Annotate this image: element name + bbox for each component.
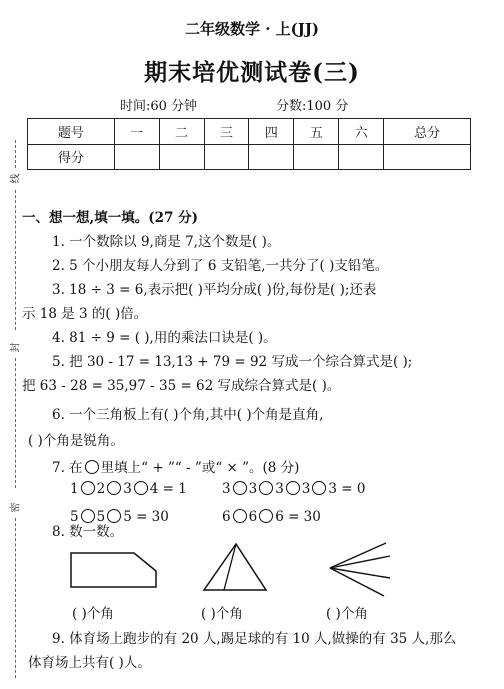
score-table-header-row xyxy=(28,119,471,145)
equation-number: 3 xyxy=(123,481,132,497)
spine-dash xyxy=(15,518,16,678)
equation-result: = 30 xyxy=(283,509,321,525)
equation-number: 1 xyxy=(70,481,79,497)
total-score: 分数:100 分 xyxy=(276,99,349,114)
question-3-line1: 3. 18 ÷ 3 = 6,表示把( )平均分成( )份,每份是( );还表 xyxy=(52,282,377,298)
equation-number: 3 xyxy=(222,481,231,497)
table-cell: 总分 xyxy=(384,119,471,145)
equation-result: = 30 xyxy=(131,509,169,525)
score-table-score-row xyxy=(28,144,471,170)
operator-blank[interactable] xyxy=(134,481,148,495)
question-5-line2: 把 63 - 28 = 35,97 - 35 = 62 写成综合算式是( )。 xyxy=(22,378,341,394)
equation-number: 3 xyxy=(248,481,258,497)
equation-number: 3 xyxy=(328,481,337,497)
page-title: 期末培优测试卷(三) xyxy=(144,59,360,86)
score-entry[interactable] xyxy=(204,144,249,170)
question-9-line2: 体育场上共有( )人。 xyxy=(28,655,151,671)
spine-dash xyxy=(15,140,16,168)
operator-blank[interactable] xyxy=(233,509,247,523)
score-entry[interactable] xyxy=(114,144,159,170)
spine-label-seal: 封 xyxy=(10,342,22,353)
operator-blank[interactable] xyxy=(259,509,273,523)
operator-blank[interactable] xyxy=(312,481,326,495)
question-7 xyxy=(52,456,299,476)
question-2: 2. 5 个小朋友每人分到了 6 支铅笔,一共分了( )支铅笔。 xyxy=(52,258,389,274)
equation-number: 6 xyxy=(222,509,231,525)
equation-number: 5 xyxy=(96,509,106,525)
question-3-line2: 示 18 是 3 的( )倍。 xyxy=(22,306,148,322)
equation-number: 5 xyxy=(70,509,79,525)
equation-number: 2 xyxy=(96,481,106,497)
equation-number: 4 xyxy=(149,481,159,497)
question-1: 1. 一个数除以 9,商是 7,这个数是( )。 xyxy=(52,234,281,250)
question-8: 8. 数一数。 xyxy=(52,524,124,540)
spine-dash xyxy=(15,358,16,488)
equation-number: 6 xyxy=(248,509,258,525)
question-9-line1: 9. 体育场上跑步的有 20 人,踢足球的有 10 人,做操的有 35 人,那么 xyxy=(52,631,457,647)
question-7-suffix: 里填上“ + ”“ - ”或“ × ”。(8 分) xyxy=(100,460,300,476)
equation-result: = 1 xyxy=(158,481,187,497)
table-cell: 得分 xyxy=(28,144,115,170)
triangle-figure xyxy=(200,543,270,593)
table-cell: 二 xyxy=(159,119,204,145)
equation-number: 5 xyxy=(123,509,132,525)
rays-angle-figure xyxy=(326,540,394,600)
angle-count-answer: ( )个角 xyxy=(201,606,243,622)
question-4: 4. 81 ÷ 9 = ( ),用的乘法口诀是( )。 xyxy=(52,330,277,346)
equation-1 xyxy=(70,481,187,497)
table-cell: 五 xyxy=(294,119,339,145)
spine-dash xyxy=(15,190,16,330)
score-entry[interactable] xyxy=(249,144,294,170)
binding-spine xyxy=(0,0,22,689)
equation-4 xyxy=(222,509,321,525)
score-entry[interactable] xyxy=(159,144,204,170)
question-7-prefix: 7. 在 xyxy=(52,460,83,476)
equation-2 xyxy=(222,481,365,497)
operator-blank[interactable] xyxy=(81,481,95,495)
question-6-line1: 6. 一个三角板上有( )个角,其中( )个角是直角, xyxy=(52,407,324,423)
equation-number: 6 xyxy=(275,509,284,525)
time-limit: 时间:60 分钟 xyxy=(120,99,198,114)
score-table xyxy=(27,118,471,170)
table-cell: 一 xyxy=(114,119,159,145)
operator-blank[interactable] xyxy=(233,481,247,495)
question-5-line1: 5. 把 30 - 17 = 13,13 + 79 = 92 写成一个综合算式是( ); xyxy=(52,354,413,370)
question-6-line2: ( )个角是锐角。 xyxy=(28,433,124,449)
operator-circle-icon xyxy=(85,460,99,474)
score-entry[interactable] xyxy=(294,144,339,170)
score-entry[interactable] xyxy=(339,144,384,170)
section-heading: 一、想一想,填一填。(27 分) xyxy=(22,210,198,226)
table-cell: 四 xyxy=(249,119,294,145)
equation-number: 3 xyxy=(275,481,284,497)
equation-result: = 0 xyxy=(336,481,366,497)
spine-label-line: 线 xyxy=(10,173,22,184)
equation-number: 3 xyxy=(301,481,311,497)
angle-count-answer: ( )个角 xyxy=(72,606,114,622)
table-cell: 三 xyxy=(204,119,249,145)
table-cell: 题号 xyxy=(28,119,115,145)
operator-blank[interactable] xyxy=(259,481,273,495)
spine-label-secret: 密 xyxy=(10,502,22,513)
angle-count-answer: ( )个角 xyxy=(326,606,368,622)
subject-label: 二年级数学 · 上(JJ) xyxy=(184,20,320,38)
operator-blank[interactable] xyxy=(107,481,121,495)
table-cell: 六 xyxy=(339,119,384,145)
score-entry[interactable] xyxy=(384,144,471,170)
operator-blank[interactable] xyxy=(286,481,300,495)
pentagon-figure xyxy=(68,543,160,593)
